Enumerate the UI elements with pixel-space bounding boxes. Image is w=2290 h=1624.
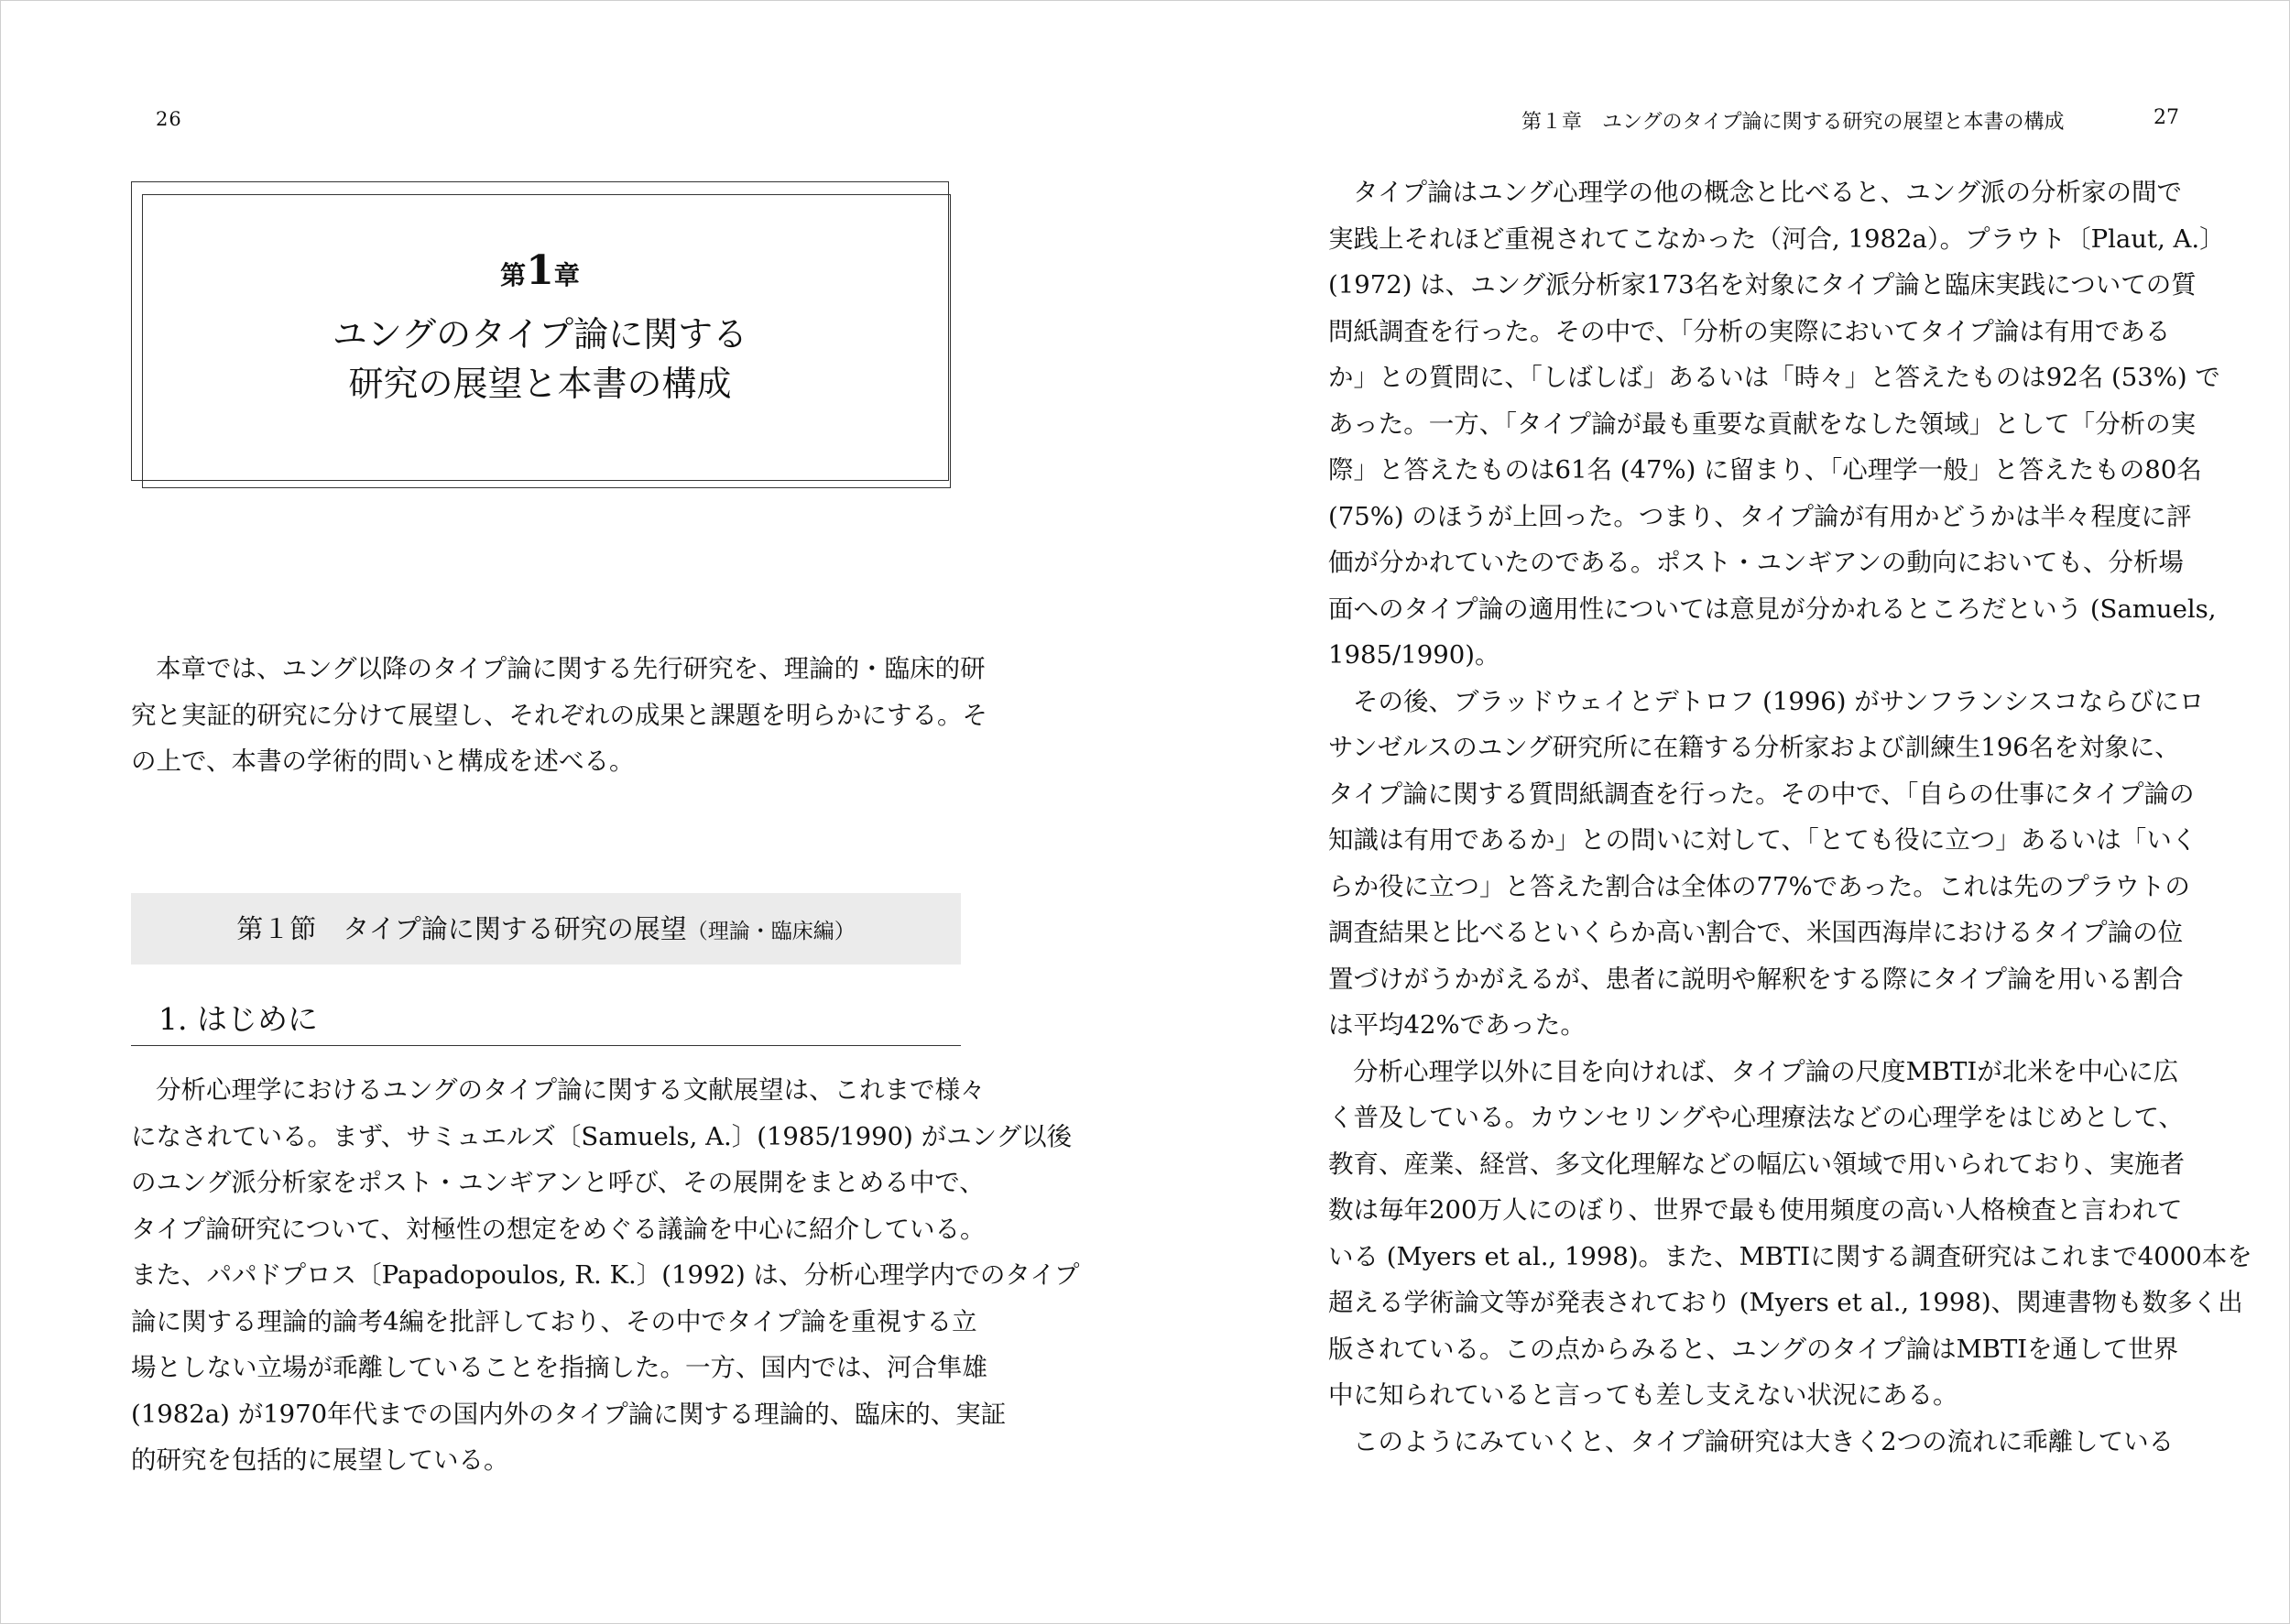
text-line: 超える学術論文等が発表されており (Myers et al., 1998)、関連書物も数多く出: [1328, 1288, 2243, 1317]
text-line: タイプ論研究について、対極性の想定をめぐる議論を中心に紹介している。: [131, 1214, 986, 1244]
page-number-left: 26: [156, 108, 182, 130]
text-line: (75%) のほうが上回った。つまり、タイプ論が有用かどうかは半々程度に評: [1328, 501, 2192, 531]
text-line: 分析心理学以外に目を向ければ、タイプ論の尺度MBTIが北米を中心に広: [1353, 1056, 2179, 1086]
text-line: の上で、本書の学術的問いと構成を述べる。: [131, 747, 635, 776]
text-line: 究と実証的研究に分けて展望し、それぞれの成果と課題を明らかにする。そ: [131, 700, 987, 730]
running-head-title: 第１章 ユングのタイプ論に関する研究の展望と本書の構成: [1521, 111, 2065, 134]
body-text-left: [131, 1067, 1080, 1484]
text-line: このようにみていくと、タイプ論研究は大きく2つの流れに乖離している: [1353, 1426, 2175, 1456]
text-line: 実践上それほど重視されてこなかった（河合, 1982a）。プラウト〔Plaut, A.〕: [1328, 223, 2225, 254]
chapter-label-suffix: 章: [553, 260, 580, 290]
text-line: 場としない立場が乖離していることを指摘した。一方、国内では、河合隼雄: [131, 1353, 987, 1382]
text-line: いる (Myers et al., 1998)。また、MBTIに関する調査研究はこれまで4000本を: [1328, 1241, 2252, 1271]
section-heading: [131, 893, 961, 965]
text-line: 1985/1990)。: [1328, 640, 1500, 670]
body-text-right: [1328, 169, 2252, 1465]
text-line: (1972) は、ユング派分析家173名を対象にタイプ論と臨床実践についての質: [1328, 270, 2197, 300]
section-heading-main: 第１節 タイプ論に関する研究の展望: [236, 913, 687, 944]
text-line: 版されている。この点からみると、ユングのタイプ論はMBTIを通して世界: [1328, 1334, 2179, 1364]
text-line: のユング派分析家をポスト・ユンギアンと呼び、その展開をまとめる中で、: [131, 1168, 985, 1197]
text-line: 面へのタイプ論の適用性については意見が分かれるところだという (Samuels,: [1328, 594, 2217, 624]
text-line: 的研究を包括的に展望している。: [131, 1445, 509, 1475]
text-line: 際」と答えたものは61名 (47%) に留まり、「心理学一般」と答えたもの80名: [1328, 455, 2202, 485]
text-line: タイプ論はユング心理学の他の概念と比べると、ユング派の分析家の間で: [1353, 178, 2183, 207]
section-heading-sub: （理論・臨床編）: [686, 920, 856, 943]
text-line: は平均42%であった。: [1328, 1010, 1586, 1040]
text-line: 中に知られていると言っても差し支えない状況にある。: [1328, 1380, 1958, 1410]
chapter-title: [131, 310, 949, 409]
text-line: サンゼルスのユング研究所に在籍する分析家および訓練生196名を対象に、: [1328, 733, 2180, 762]
text-line: あった。一方、「タイプ論が最も重要な貢献をなした領域」として「分析の実: [1328, 409, 2197, 439]
chapter-title-line: 研究の展望と本書の構成: [348, 364, 732, 404]
text-line: 調査結果と比べるといくらか高い割合で、米国西海岸におけるタイプ論の位: [1328, 918, 2184, 947]
text-line: になされている。まず、サミュエルズ〔Samuels, A.〕(1985/1990) がユング以後: [131, 1121, 1073, 1151]
chapter-number: 1: [526, 247, 554, 294]
chapter-title-line: ユングのタイプ論に関する: [332, 314, 748, 354]
text-line: 本章では、ユング以降のタイプ論に関する先行研究を、理論的・臨床的研: [156, 654, 986, 683]
text-line: 価が分かれていたのである。ポスト・ユンギアンの動向においても、分析場: [1328, 548, 2184, 577]
text-line: (1982a) が1970年代までの国内外のタイプ論に関する理論的、臨床的、実証: [131, 1399, 1007, 1429]
chapter-intro: [131, 646, 987, 785]
chapter-label-prefix: 第: [500, 260, 527, 290]
text-line: 置づけがうかがえるが、患者に説明や解釈をする際にタイプ論を用いる割合: [1328, 964, 2184, 994]
subsection-heading: 1. はじめに: [131, 998, 961, 1046]
chapter-label: [131, 247, 949, 294]
text-line: 教育、産業、経営、多文化理解などの幅広い領域で用いられており、実施者: [1328, 1149, 2185, 1179]
text-line: 分析心理学におけるユングのタイプ論に関する文献展望は、これまで様々: [156, 1075, 986, 1105]
text-line: また、パパドプロス〔Papadopoulos, R. K.〕(1992) は、分析心理学内でのタイプ: [131, 1260, 1080, 1290]
text-line: 数は毎年200万人にのぼり、世界で最も使用頻度の高い人格検査と言われて: [1328, 1195, 2183, 1225]
text-line: 問紙調査を行った。その中で、「分析の実際においてタイプ論は有用である: [1328, 316, 2171, 346]
page-number-right: 27: [2154, 106, 2179, 129]
text-line: か」との質問に、「しばしば」あるいは「時々」と答えたものは92名 (53%) で: [1328, 363, 2220, 392]
text-line: く普及している。カウンセリングや心理療法などの心理学をはじめとして、: [1328, 1103, 2184, 1132]
text-line: 知識は有用であるか」との問いに対して、「とても役に立つ」あるいは「いく: [1328, 825, 2197, 855]
text-line: らか役に立つ」と答えた割合は全体の77%であった。これは先のプラウトの: [1328, 871, 2190, 901]
text-line: 論に関する理論的論考4編を批評しており、その中でタイプ論を重視する立: [131, 1306, 977, 1336]
running-head: [1521, 106, 2290, 135]
text-line: その後、ブラッドウェイとデトロフ (1996) がサンフランシスコならびにロ: [1353, 686, 2205, 716]
text-line: タイプ論に関する質問紙調査を行った。その中で、「自らの仕事にタイプ論の: [1328, 779, 2195, 809]
